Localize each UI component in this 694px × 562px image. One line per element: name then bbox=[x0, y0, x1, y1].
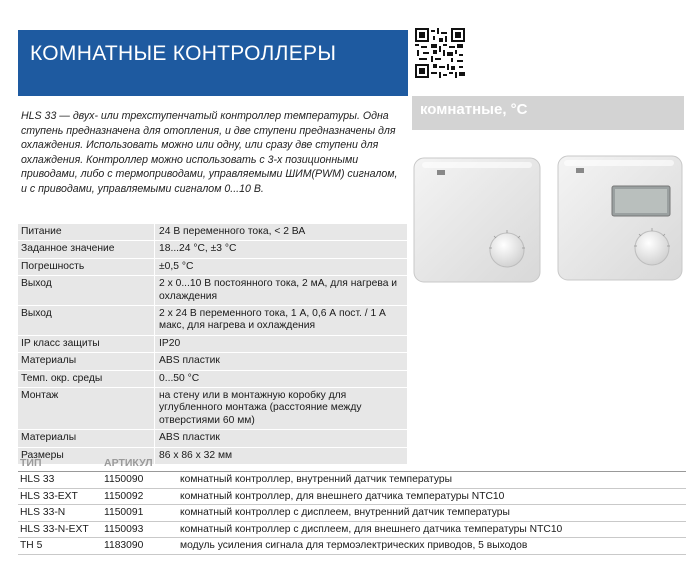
spec-key: Материалы bbox=[21, 355, 77, 367]
spec-table bbox=[18, 224, 407, 465]
spec-key: IP класс защиты bbox=[21, 337, 100, 349]
spec-value: ±0,5 °C bbox=[154, 259, 407, 275]
category-label: комнатные, °C bbox=[420, 101, 528, 118]
spec-row bbox=[18, 224, 407, 241]
product-description: HLS 33 — двух- или трехступенчатый контроллер температуры. Одна ступень предназначена для отопления, и две ступени предназначены для охлаждения. Использовать можно или одну, или сразу две ступени для охлаждения. Контроллер можно использовать с 3-х позиционными приводами, либо с термоприводами, управляемыми ШИМ(PWM) сигналом, и с приводами, управляемыми сигналом 0...10 В. bbox=[21, 110, 398, 195]
spec-key: Питание bbox=[21, 226, 62, 237]
col-article-header: АРТИКУЛ bbox=[104, 457, 153, 469]
order-article: 1150090 bbox=[104, 474, 144, 485]
spec-row bbox=[18, 371, 407, 388]
spec-value: 86 x 86 x 32 мм bbox=[154, 448, 407, 464]
order-type: HLS 33-N-EXT bbox=[20, 523, 89, 535]
page-title: КОМНАТНЫЕ КОНТРОЛЛЕРЫ bbox=[30, 42, 337, 65]
spec-row bbox=[18, 336, 407, 353]
spec-value: 24 В переменного тока, < 2 ВА bbox=[154, 224, 407, 240]
order-row bbox=[18, 472, 686, 489]
order-row bbox=[18, 489, 686, 506]
order-description: модуль усиления сигнала для термоэлектрических приводов, 5 выходов bbox=[180, 540, 528, 551]
spec-key: Материалы bbox=[21, 432, 77, 444]
order-type: HLS 33-EXT bbox=[20, 490, 78, 502]
order-table-header bbox=[18, 455, 686, 472]
order-article: 1150093 bbox=[104, 523, 144, 535]
page-header bbox=[18, 30, 408, 96]
spec-row bbox=[18, 353, 407, 370]
order-description: комнатный контроллер с дисплеем, внутренний датчик температуры bbox=[180, 507, 510, 518]
order-table bbox=[18, 455, 686, 555]
order-type: HLS 33-N bbox=[20, 507, 66, 518]
order-description: комнатный контроллер, внутренний датчик температуры bbox=[180, 474, 453, 485]
spec-value: 0...50 °C bbox=[154, 371, 407, 387]
col-type-header: ТИП bbox=[20, 457, 42, 469]
spec-key: Монтаж bbox=[21, 390, 59, 402]
order-type: TH 5 bbox=[20, 540, 43, 551]
spec-key: Размеры bbox=[21, 449, 64, 461]
spec-value: 2 x 0...10 В постоянного тока, 2 мА, для нагрева и охлаждения bbox=[154, 276, 407, 305]
order-description: комнатный контроллер, для внешнего датчика температуры NTC10 bbox=[180, 490, 505, 502]
order-article: 1183090 bbox=[104, 540, 144, 551]
spec-row bbox=[18, 241, 407, 258]
spec-value: 2 x 24 В переменного тока, 1 А, 0,6 А пост. / 1 А макс, для нагрева и охлаждения bbox=[154, 306, 407, 335]
spec-row bbox=[18, 388, 407, 430]
spec-row bbox=[18, 306, 407, 336]
spec-value: на стену или в монтажную коробку для углубленного монтажа (расстояние между отверстиями 60 мм) bbox=[154, 388, 407, 429]
order-article: 1150091 bbox=[104, 507, 144, 518]
col-desc-header bbox=[180, 455, 686, 471]
spec-value: ABS пластик bbox=[154, 353, 407, 369]
qr-code bbox=[415, 28, 465, 78]
spec-key: Темп. окр. среды bbox=[21, 372, 103, 384]
order-row bbox=[18, 522, 686, 539]
spec-key: Заданное значение bbox=[21, 243, 115, 255]
order-row bbox=[18, 538, 686, 555]
spec-row bbox=[18, 259, 407, 276]
spec-value: 18...24 °C, ±3 °C bbox=[154, 241, 407, 257]
order-type: HLS 33 bbox=[20, 474, 55, 485]
order-article: 1150092 bbox=[104, 490, 144, 502]
spec-row bbox=[18, 430, 407, 447]
controller-product-photo bbox=[412, 150, 684, 290]
order-description: комнатный контроллер с дисплеем, для внешнего датчика температуры NTC10 bbox=[180, 523, 563, 535]
spec-value: IP20 bbox=[154, 336, 407, 352]
spec-key: Выход bbox=[21, 308, 52, 320]
spec-value: ABS пластик bbox=[154, 430, 407, 446]
spec-key: Выход bbox=[21, 278, 52, 290]
category-bar bbox=[412, 96, 684, 130]
order-row bbox=[18, 505, 686, 522]
spec-key: Погрешность bbox=[21, 260, 85, 272]
spec-row bbox=[18, 276, 407, 306]
